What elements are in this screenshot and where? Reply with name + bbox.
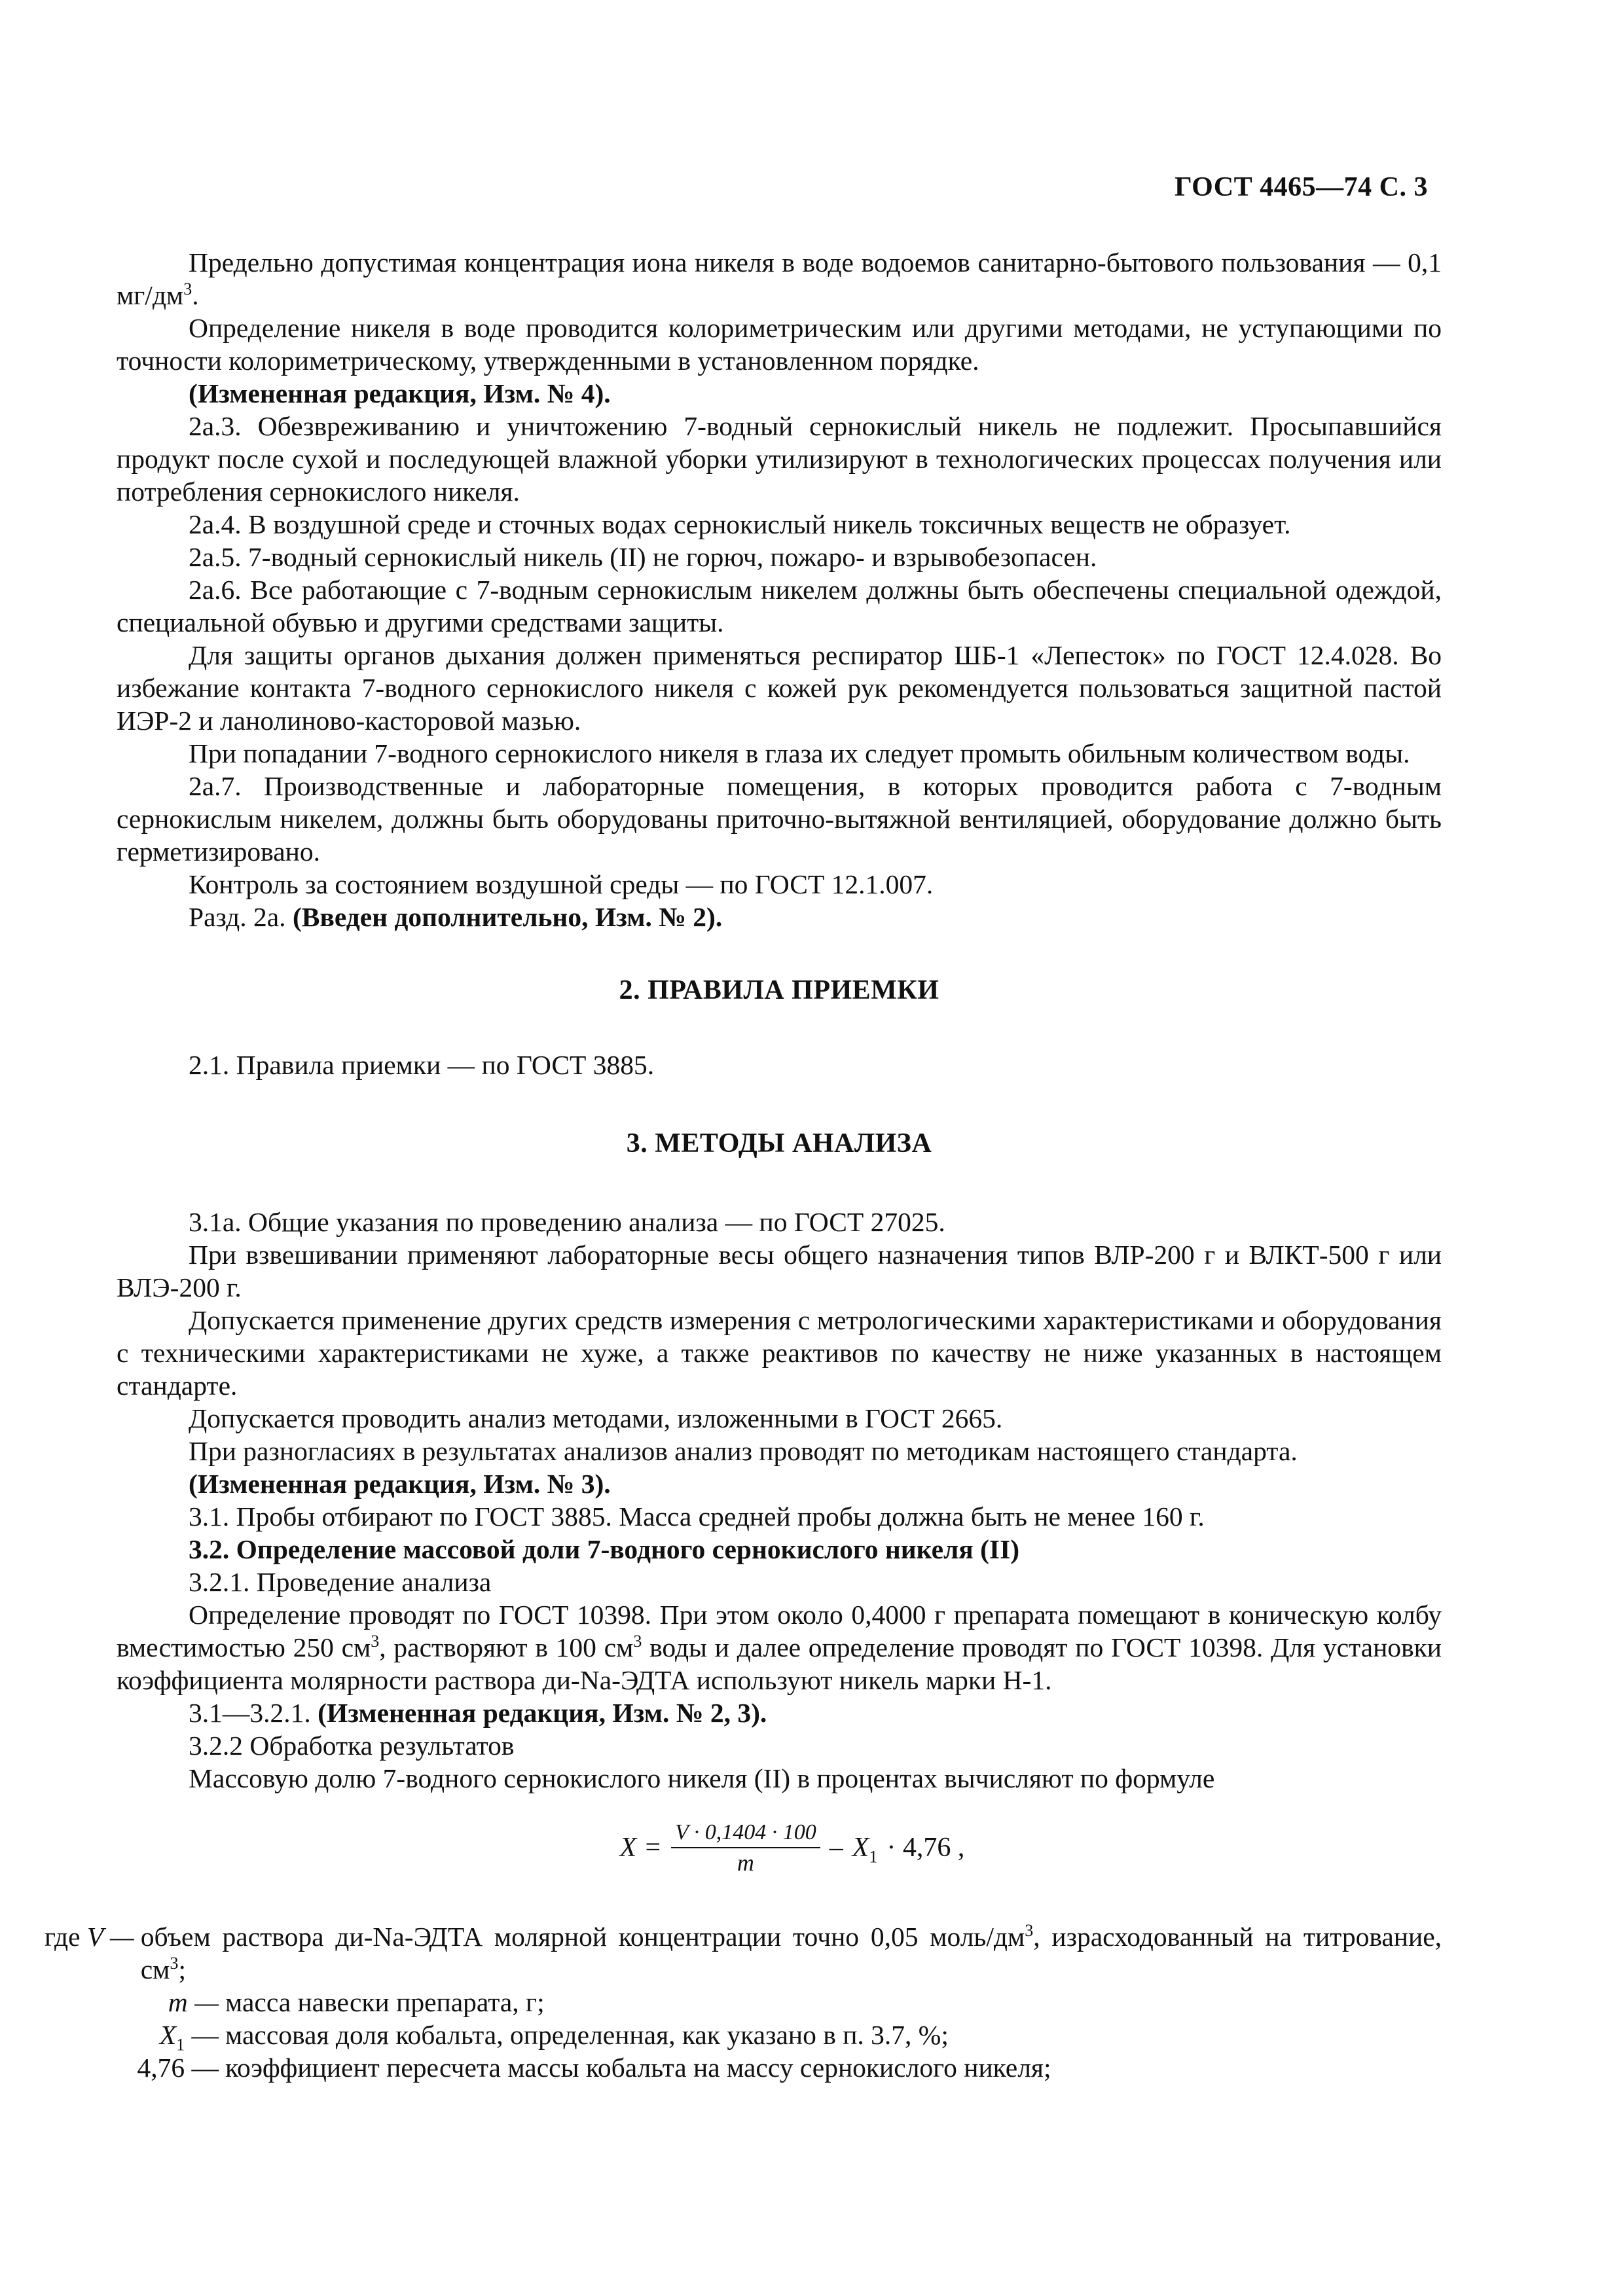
amendment-note: (Измененная редакция, Изм. № 4). [189,378,611,408]
paragraph: 3.2.2 Обработка результатов [189,1731,515,1761]
definitions-list [45,1920,1442,2084]
formula-denominator: m [737,1850,754,1876]
paragraph: 3.1—3.2.1. (Измененная редакция, Изм. № 2, 3). [189,1698,767,1728]
paragraph: При разногласиях в результатах анализов анализ проводят по методикам настоящего стандарта. [189,1436,1298,1466]
paragraph: Для защиты органов дыхания должен применяться респиратор ШБ-1 «Лепесток» по ГОСТ 12.4.028. Во избежание контакта 7-водного сернокислого никеля с кожей рук рекомендуется пользоваться защитной пастой ИЭР-2 и ланолиново-касторовой мазью. [117,640,1442,736]
paragraph: 2а.5. 7-водный сернокислый никель (II) не горюч, пожаро- и взрывобезопасен. [189,542,1097,572]
formula-lhs: X = [619,1833,663,1863]
paragraph: 2а.7. Производственные и лабораторные помещения, в которых проводится работа с 7-водным сернокислым никелем, должны быть оборудованы приточно-вытяжной вентиляцией, оборудование должно быть герметизировано. [117,771,1442,867]
paragraph: 3.1а. Общие указания по проведению анализа — по ГОСТ 27025. [189,1207,945,1237]
amendment-note: (Введен дополнительно, Изм. № 2). [292,902,723,932]
page-header: ГОСТ 4465—74 С. 3 [1174,172,1428,202]
definition-m: m — масса навески препарата, г; [168,1987,545,2017]
section-heading: 2. ПРАВИЛА ПРИЕМКИ [619,975,939,1005]
paragraph: Контроль за состоянием воздушной среды — по ГОСТ 12.1.007. [189,869,934,899]
paragraph: 2а.3. Обезвреживанию и уничтожению 7-водный сернокислый никель не подлежит. Просыпавшийся продукт после сухой и последующей влажной уборки утилизируют в технологических процессах получения или потребления сернокислого никеля. [117,411,1442,507]
subsection-heading: 3.2. Определение массовой доли 7-водного сернокислого никеля (II) [189,1534,1020,1564]
paragraph: При попадании 7-водного сернокислого никеля в глаза их следует промыть обильным количеством воды. [189,738,1410,768]
formula-fraction [671,1818,820,1877]
document-body [45,246,1442,2084]
paragraph: Массовую долю 7-водного сернокислого никеля (II) в процентах вычисляют по формуле [189,1763,1215,1793]
paragraph: Допускается применение других средств измерения с метрологическими характеристиками и оборудования с техническими характеристиками не хуже, а также реактивов по качеству не ниже указанных в настоящем стандарте. [117,1305,1442,1401]
paragraph: Определение никеля в воде проводится колориметрическим или другими методами, не уступающими по точности колориметрическому, утвержденными в установленном порядке. [117,313,1442,376]
definition-x1: $X_1$ — массовая доля кобальта, определенная, как указано в п. 3.7, %; [159,2020,949,2054]
formula [117,1818,1442,1889]
paragraph: 2.1. Правила приемки — по ГОСТ 3885. [189,1050,655,1080]
amendment-note: (Измененная редакция, Изм. № 2, 3). [318,1698,767,1728]
paragraph: Допускается проводить анализ методами, изложенными в ГОСТ 2665. [189,1403,1003,1433]
paragraph: Разд. 2а. (Введен дополнительно, Изм. № 2). [189,902,723,932]
formula-numerator: V · 0,1404 · 100 [675,1820,816,1844]
formula-x1: $X_1$ [852,1833,878,1867]
paragraph: 3.2.1. Проведение анализа [189,1567,492,1597]
paragraph: 3.1. Пробы отбирают по ГОСТ 3885. Масса средней пробы должна быть не менее 160 г. [189,1501,1205,1532]
paragraph: Определение проводят по ГОСТ 10398. При этом около 0,4000 г препарата помещают в коническую колбу вместимостью 250 $см^3$, растворяют в 100 $см^3$ воды и далее определение проводят по ГОСТ 10398. Для установки коэффициента молярности раствора ди-Na-ЭДТА используют никель марки Н-1. [117,1600,1442,1695]
paragraph: При взвешивании применяют лабораторные весы общего назначения типов ВЛР-200 г и ВЛКТ-500 г или ВЛЭ-200 г. [117,1240,1442,1302]
amendment-note: (Измененная редакция, Изм. № 3). [189,1469,611,1499]
paragraph: 2а.6. Все работающие с 7-водным сернокислым никелем должны быть обеспечены специальной одеждой, специальной обувью и другими средствами защиты. [117,575,1442,637]
formula-minus: – [829,1833,843,1863]
definition-coefficient: 4,76 — коэффициент пересчета массы кобальта на массу сернокислого никеля; [137,2053,1051,2083]
definition-v: где V — объем раствора ди-Na-ЭДТА молярной концентрации точно 0,05 моль/$дм^3$, израсходованный на титрование, $см^3$; [45,1921,1442,1984]
paragraph: 2а.4. В воздушной среде и сточных водах сернокислый никель токсичных веществ не образует. [189,509,1291,539]
formula-tail: · 4,76 , [886,1833,965,1863]
section-heading: 3. МЕТОДЫ АНАЛИЗА [626,1128,932,1158]
paragraph: Предельно допустимая концентрация иона никеля в воде водоемов санитарно-бытового пользования — 0,1 $мг/дм^3$. [117,247,1442,310]
